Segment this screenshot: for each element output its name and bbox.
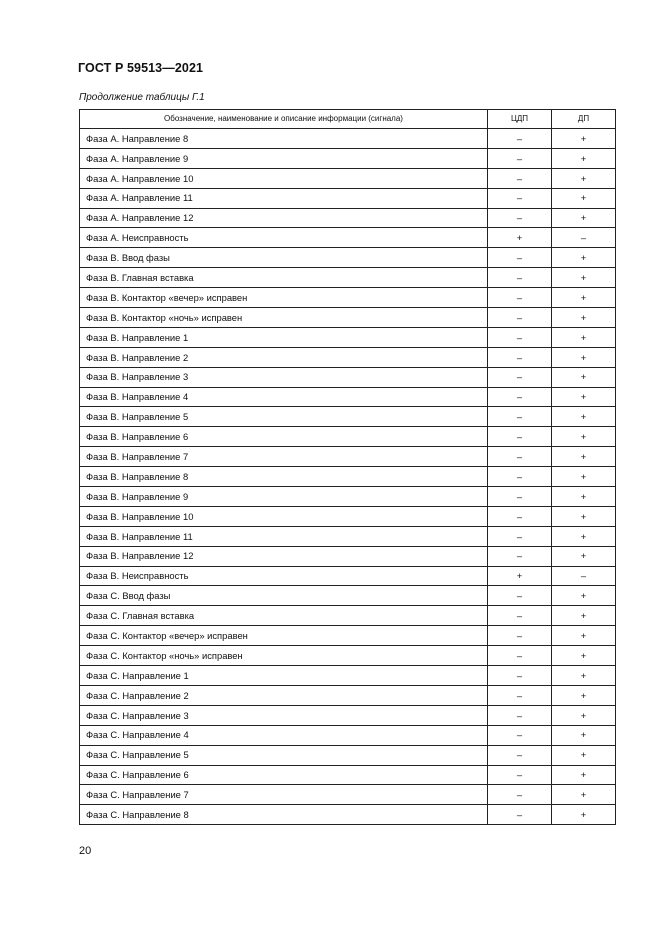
dp-cell: + — [552, 168, 616, 188]
dp-cell: + — [552, 606, 616, 626]
dp-cell: + — [552, 188, 616, 208]
cdp-cell: – — [488, 546, 552, 566]
cdp-cell: – — [488, 626, 552, 646]
signal-name-cell: Фаза А. Направление 12 — [80, 208, 488, 228]
table-row — [80, 268, 616, 288]
dp-cell: + — [552, 506, 616, 526]
cdp-cell: – — [488, 805, 552, 825]
cdp-cell: – — [488, 407, 552, 427]
cdp-cell: – — [488, 586, 552, 606]
table-caption: Продолжение таблицы Г.1 — [79, 92, 205, 103]
cdp-cell: – — [488, 288, 552, 308]
dp-cell: + — [552, 526, 616, 546]
table-row — [80, 566, 616, 586]
dp-cell: + — [552, 347, 616, 367]
table-row — [80, 626, 616, 646]
signal-name-cell: Фаза С. Контактор «ночь» исправен — [80, 646, 488, 666]
table-row — [80, 148, 616, 168]
dp-cell: – — [552, 228, 616, 248]
dp-cell: + — [552, 805, 616, 825]
table-row — [80, 248, 616, 268]
table-row — [80, 705, 616, 725]
signal-name-cell: Фаза С. Направление 5 — [80, 745, 488, 765]
page-number: 20 — [79, 845, 92, 857]
dp-cell: + — [552, 745, 616, 765]
cdp-cell: – — [488, 705, 552, 725]
cdp-cell: – — [488, 347, 552, 367]
table-row — [80, 805, 616, 825]
cdp-cell: – — [488, 506, 552, 526]
signal-name-cell: Фаза В. Контактор «вечер» исправен — [80, 288, 488, 308]
table-row — [80, 367, 616, 387]
table-row — [80, 288, 616, 308]
dp-cell: + — [552, 586, 616, 606]
table-row — [80, 387, 616, 407]
dp-cell: – — [552, 566, 616, 586]
table-row — [80, 546, 616, 566]
signal-name-cell: Фаза С. Направление 4 — [80, 725, 488, 745]
cdp-cell: – — [488, 248, 552, 268]
signal-name-cell: Фаза В. Направление 10 — [80, 506, 488, 526]
cdp-cell: – — [488, 725, 552, 745]
cdp-cell: – — [488, 188, 552, 208]
signal-name-cell: Фаза С. Главная вставка — [80, 606, 488, 626]
cdp-cell: – — [488, 327, 552, 347]
signal-name-cell: Фаза С. Направление 2 — [80, 685, 488, 705]
table-row — [80, 646, 616, 666]
signal-name-cell: Фаза В. Направление 9 — [80, 487, 488, 507]
dp-cell: + — [552, 725, 616, 745]
cdp-cell: – — [488, 666, 552, 686]
table-row — [80, 666, 616, 686]
table-row — [80, 467, 616, 487]
table-row — [80, 168, 616, 188]
cdp-cell: – — [488, 387, 552, 407]
signal-name-cell: Фаза В. Неисправность — [80, 566, 488, 586]
table-row — [80, 129, 616, 149]
dp-cell: + — [552, 546, 616, 566]
signal-name-cell: Фаза А. Направление 10 — [80, 168, 488, 188]
dp-cell: + — [552, 288, 616, 308]
table-row — [80, 526, 616, 546]
signal-name-cell: Фаза В. Контактор «ночь» исправен — [80, 308, 488, 328]
table-row — [80, 586, 616, 606]
table-row — [80, 427, 616, 447]
table-row — [80, 606, 616, 626]
dp-cell: + — [552, 129, 616, 149]
signal-name-cell: Фаза С. Ввод фазы — [80, 586, 488, 606]
document-title: ГОСТ Р 59513—2021 — [78, 61, 204, 75]
signal-name-cell: Фаза В. Направление 5 — [80, 407, 488, 427]
cdp-cell: – — [488, 685, 552, 705]
cdp-cell: + — [488, 566, 552, 586]
cdp-cell: – — [488, 606, 552, 626]
dp-cell: + — [552, 208, 616, 228]
signals-table — [79, 109, 616, 825]
cdp-cell: – — [488, 526, 552, 546]
cdp-cell: – — [488, 168, 552, 188]
signal-name-cell: Фаза А. Направление 8 — [80, 129, 488, 149]
table-row — [80, 188, 616, 208]
table-body — [80, 129, 616, 825]
table-row — [80, 685, 616, 705]
signal-name-cell: Фаза А. Неисправность — [80, 228, 488, 248]
dp-cell: + — [552, 785, 616, 805]
dp-cell: + — [552, 327, 616, 347]
table-row — [80, 506, 616, 526]
table-row — [80, 347, 616, 367]
column-header-description: Обозначение, наименование и описание информации (сигнала) — [80, 110, 488, 129]
dp-cell: + — [552, 666, 616, 686]
table-row — [80, 745, 616, 765]
table-row — [80, 725, 616, 745]
column-header-dp: ДП — [552, 110, 616, 129]
signal-name-cell: Фаза В. Направление 2 — [80, 347, 488, 367]
dp-cell: + — [552, 705, 616, 725]
cdp-cell: – — [488, 308, 552, 328]
dp-cell: + — [552, 387, 616, 407]
signal-name-cell: Фаза В. Направление 1 — [80, 327, 488, 347]
signal-name-cell: Фаза В. Главная вставка — [80, 268, 488, 288]
signal-name-cell: Фаза С. Направление 3 — [80, 705, 488, 725]
cdp-cell: – — [488, 447, 552, 467]
signal-name-cell: Фаза В. Направление 11 — [80, 526, 488, 546]
signal-name-cell: Фаза С. Направление 1 — [80, 666, 488, 686]
table-row — [80, 407, 616, 427]
dp-cell: + — [552, 487, 616, 507]
cdp-cell: – — [488, 467, 552, 487]
cdp-cell: – — [488, 148, 552, 168]
dp-cell: + — [552, 626, 616, 646]
table-row — [80, 447, 616, 467]
dp-cell: + — [552, 447, 616, 467]
table-row — [80, 228, 616, 248]
table-row — [80, 327, 616, 347]
signal-name-cell: Фаза В. Ввод фазы — [80, 248, 488, 268]
signal-name-cell: Фаза С. Направление 8 — [80, 805, 488, 825]
cdp-cell: + — [488, 228, 552, 248]
signal-name-cell: Фаза А. Направление 11 — [80, 188, 488, 208]
cdp-cell: – — [488, 785, 552, 805]
signal-name-cell: Фаза В. Направление 8 — [80, 467, 488, 487]
dp-cell: + — [552, 765, 616, 785]
table-row — [80, 208, 616, 228]
dp-cell: + — [552, 646, 616, 666]
signal-name-cell: Фаза В. Направление 6 — [80, 427, 488, 447]
signal-name-cell: Фаза С. Направление 7 — [80, 785, 488, 805]
dp-cell: + — [552, 685, 616, 705]
dp-cell: + — [552, 367, 616, 387]
cdp-cell: – — [488, 745, 552, 765]
cdp-cell: – — [488, 765, 552, 785]
cdp-cell: – — [488, 367, 552, 387]
dp-cell: + — [552, 407, 616, 427]
signal-name-cell: Фаза В. Направление 7 — [80, 447, 488, 467]
table-row — [80, 308, 616, 328]
cdp-cell: – — [488, 427, 552, 447]
table-row — [80, 487, 616, 507]
cdp-cell: – — [488, 646, 552, 666]
cdp-cell: – — [488, 129, 552, 149]
signal-name-cell: Фаза А. Направление 9 — [80, 148, 488, 168]
dp-cell: + — [552, 148, 616, 168]
signal-name-cell: Фаза В. Направление 4 — [80, 387, 488, 407]
cdp-cell: – — [488, 487, 552, 507]
dp-cell: + — [552, 467, 616, 487]
dp-cell: + — [552, 308, 616, 328]
signal-name-cell: Фаза С. Контактор «вечер» исправен — [80, 626, 488, 646]
signal-name-cell: Фаза В. Направление 12 — [80, 546, 488, 566]
table-header-row — [80, 110, 616, 129]
table-row — [80, 765, 616, 785]
dp-cell: + — [552, 427, 616, 447]
table-row — [80, 785, 616, 805]
cdp-cell: – — [488, 268, 552, 288]
signal-name-cell: Фаза С. Направление 6 — [80, 765, 488, 785]
signal-name-cell: Фаза В. Направление 3 — [80, 367, 488, 387]
dp-cell: + — [552, 248, 616, 268]
dp-cell: + — [552, 268, 616, 288]
cdp-cell: – — [488, 208, 552, 228]
column-header-cdp: ЦДП — [488, 110, 552, 129]
